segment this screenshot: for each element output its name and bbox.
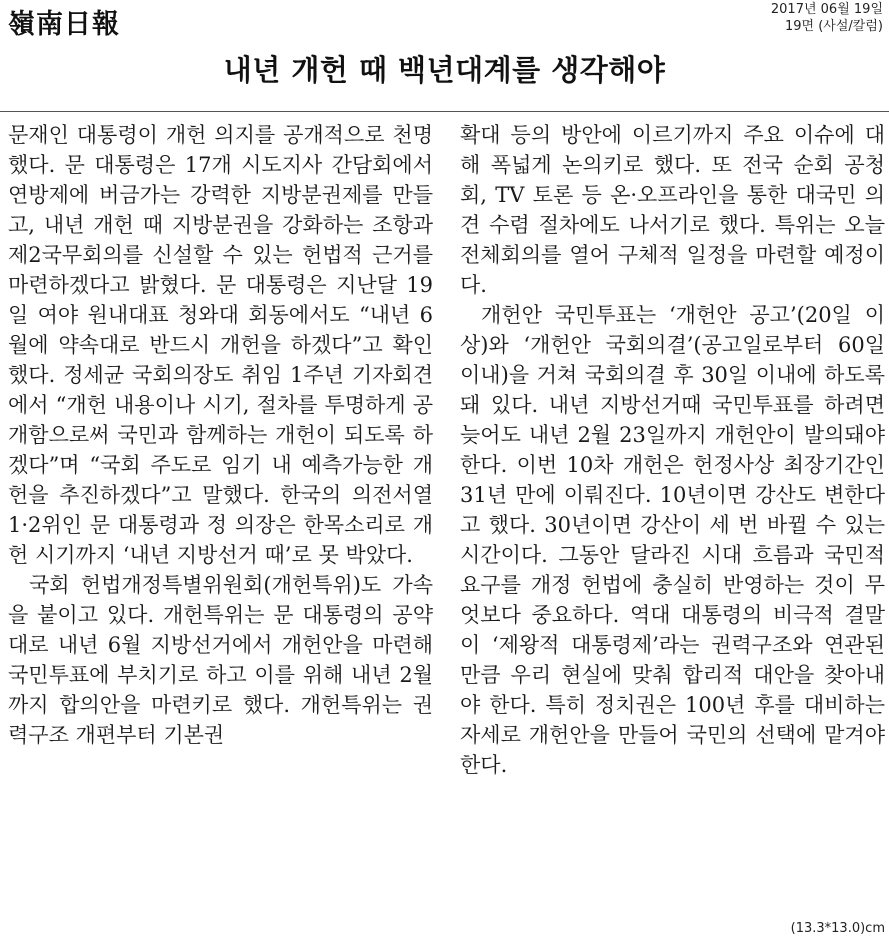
headline-divider: [0, 111, 889, 112]
article-column-left: [8, 120, 433, 750]
article-paragraph: 개헌안 국민투표는 ‘개헌안 공고’(20일 이상)와 ‘개헌안 국회의결’(공고일로부터 60일 이내)을 거쳐 국회의결 후 30일 이내에 하도록 돼 있다. 내년 지방선거때 국민투표를 하려면 늦어도 내년 2월 23일까지 개헌안이 발의돼야 한다. 이번 10차 개헌은 헌정사상 최장기간인 31년 만에 이뤄진다. 10년이면 강산도 변한다고 했다. 30년이면 강산이 세 번 바뀔 수 있는 시간이다. 그동안 달라진 시대 흐름과 국민적 요구를 개정 헌법에 충실히 반영하는 것이 무엇보다 중요하다. 역대 대통령의 비극적 결말이 ‘제왕적 대통령제’라는 권력구조와 연관된 만큼 우리 현실에 맞춰 합리적 대안을 찾아내야 한다. 특히 정치권은 100년 후를 대비하는 자세로 개헌안을 만들어 국민의 선택에 맡겨야 한다.: [460, 303, 885, 777]
article-paragraph: 확대 등의 방안에 이르기까지 주요 이슈에 대해 폭넓게 논의키로 했다. 또 전국 순회 공청회, TV 토론 등 온·오프라인을 통한 대국민 의견 수렴 절차에도 나서기로 했다. 특위는 오늘 전체회의를 열어 구체적 일정을 마련할 예정이다.: [460, 123, 885, 297]
publication-date: 2017년 06월 19일: [770, 2, 883, 17]
article-headline: 내년 개헌 때 백년대계를 생각해야: [223, 53, 666, 87]
page-section: 19면 (사설/칼럼): [785, 19, 883, 34]
newspaper-logo: 嶺南日報: [8, 9, 120, 40]
article-paragraph: 문재인 대통령이 개헌 의지를 공개적으로 천명했다. 문 대통령은 17개 시도지사 간담회에서 연방제에 버금가는 강력한 지방분권제를 만들고, 내년 개헌 때 지방분권을 강화하는 조항과 제2국무회의를 신설할 수 있는 헌법적 근거를 마련하겠다고 밝혔다. 문 대통령은 지난달 19일 여야 원내대표 청와대 회동에서도 “내년 6월에 약속대로 반드시 개헌을 하겠다”고 확인했다. 정세균 국회의장도 취임 1주년 기자회견에서 “개헌 내용이나 시기, 절차를 투명하게 공개함으로써 국민과 함께하는 개헌이 되도록 하겠다”며 “국회 주도로 임기 내 예측가능한 개헌을 추진하겠다”고 말했다. 한국의 의전서열 1·2위인 문 대통령과 정 의장은 한목소리로 개헌 시기까지 ‘내년 지방선거 때’로 못 박았다.: [8, 123, 433, 567]
article-column-right: [460, 120, 885, 780]
publication-meta: [771, 1, 883, 35]
article-size-note: (13.3*13.0)cm: [790, 921, 885, 936]
article-paragraph: 국회 헌법개정특별위원회(개헌특위)도 가속을 붙이고 있다. 개헌특위는 문 대통령의 공약대로 내년 6월 지방선거에서 개헌안을 마련해 국민투표에 부치기로 하고 이를 위해 내년 2월까지 합의안을 마련키로 했다. 개헌특위는 권력구조 개편부터 기본권: [8, 573, 433, 747]
